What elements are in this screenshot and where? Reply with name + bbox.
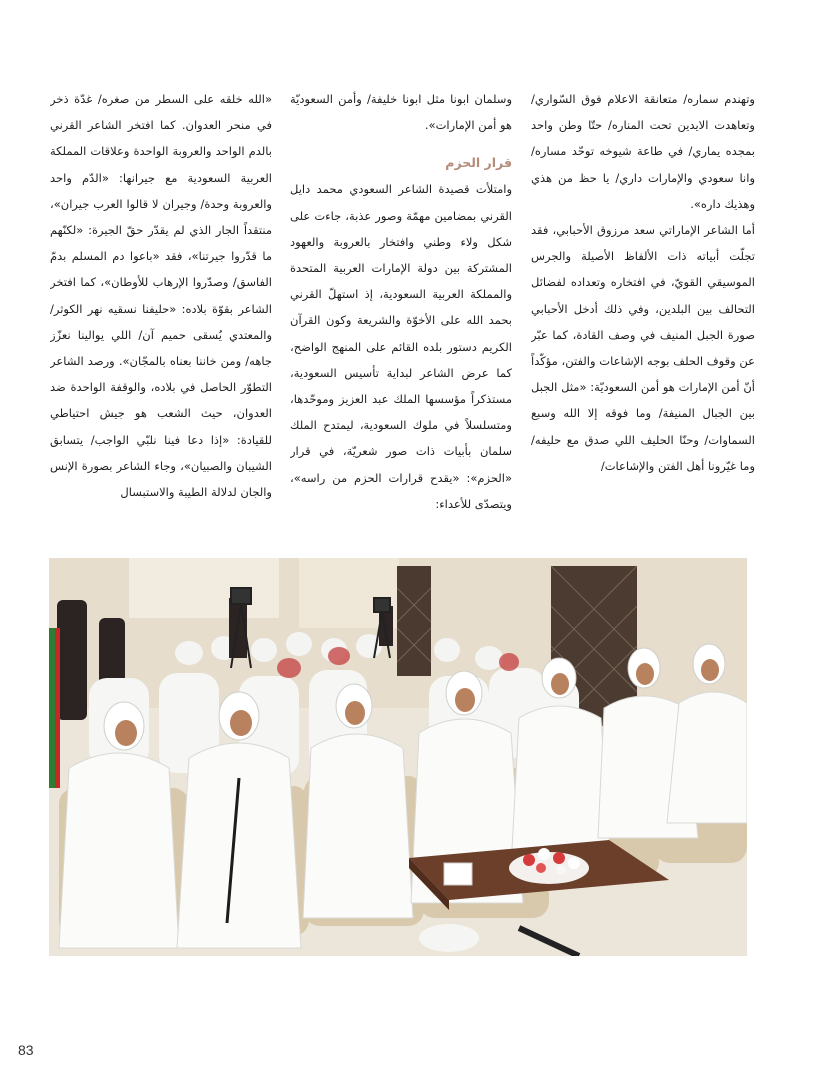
paragraph: وسلمان ابونا مثل ابونا خليفة/ وأمن السعوديّة هو أمن الإمارات». (290, 92, 512, 133)
article-column-middle (290, 86, 512, 548)
paragraph: وتهندم سماره/ متعانقة الاعلام فوق السّواري/ وتعاهدت الايدين تحت المناره/ حتّا وطن واحد بمجده يماري/ في طاعة شيوخه توحّد مساره/ وانا سعودي والإمارات داري/ يا حظ من هذي وهذيك داره». (531, 92, 755, 211)
audience-photo (49, 558, 747, 956)
paragraph: أما الشاعر الإماراتي سعد مرزوق الأحبابي، فقد تجلّت أبياته ذات الألفاظ الأصيلة والجرس الموسيقي القويّ، في افتخاره وتعداده لفضائل التحالف بين البلدين، وفي ذلك أدخل الأحبابي صورة الجبل المنيف في وصف القادة، كما عبّر عن وقوف الحلف بوجه الإشاعات والفتن، مؤكّداً أنّ أمن الإمارات هو أمن السعوديّة: «مثل الجبل بين الجبال المنيفة/ وما فوقه إلا الله وسبع السماوات/ وحنّا الحليف اللي صدق مع حليفه/ وما غيّرونا أهل الفتن والإشاعات/ (531, 223, 755, 473)
section-subheading: قرار الحزم (445, 155, 512, 171)
flag-icon (49, 628, 60, 788)
paragraph: «الله خلقه على السطر من صغره/ غدّة ذخر في منحر العدوان. كما افتخر الشاعر القرني بالدم الواحد والعروبة الواحدة وعلاقات المملكة العربية السعودية مع جيرانها: «الدّم واحد والعروبة وحدة/ وجيران لا قالوا العرب جيران»، منتقداً الجار الذي لم يقدّر حقّ الجيرة: «لكنّهم ما قدّروا جيرتنا»، فقد «باعوا دم المسلم بدمّ الفاسق/ وصدّروا الإرهاب للأوطان»، كما افتخر الشاعر بقوّة بلاده: «حليفنا نسقيه نهر الكوثر/ والمعتدي يُسقى حميم آن/ اللي يوالينا نعزّز جاهه/ ومن خاننا بعناه بالمجّان». ورصد الشاعر التطوّر الحاصل في بلاده، والوقفة الواحدة ضد العدوان، حيث الشعب هو جيش احتياطي للقيادة: «إذا دعا فينا نلبّي الواجب/ يتسابق الشيبان والصبيان»، وجاء الشاعر بصورة الإنس والجان لدلالة الطيبة والاستبسال (50, 92, 272, 500)
tissue-box-icon (444, 863, 472, 885)
article-column-left (50, 86, 272, 548)
paragraph: وامتلأت قصيدة الشاعر السعودي محمد دايل القرني بمضامين مهمّة وصور عذبة، جاءت على شكل ولاء وطني وافتخار بالعروبة والعهود المشتركة بين دولة الإمارات العربية المتحدة والمملكة العربية السعودية، إذ استهلّ القرني بحمد الله على الأخوّة والشريعة وكون القرآن الكريم دستور بلده القائم على المنهج الواضح، كما عرض الشاعر لبداية تأسيس السعودية، مستذكراً مؤسسها الملك عبد العزيز وموحّدها، ومتسلسلاً في ملوك السعودية، ليمتدح الملك سلمان بأبيات ذات صور شعريّة، في قرار «الحزم»: «يقدح قرارات الحزم من راسه»، ويتصدّى للأعداء: (290, 182, 512, 511)
page-number: 83 (18, 1042, 34, 1058)
article-column-right (531, 86, 755, 548)
